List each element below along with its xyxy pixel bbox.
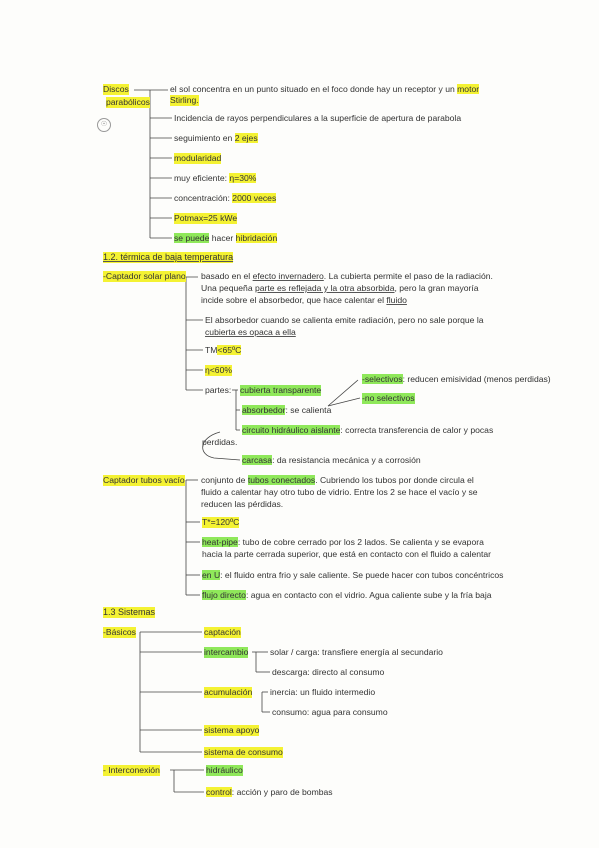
sistemas-acum-sub1: inercia: un fluido intermedio — [270, 687, 376, 697]
disco-item-2: Incidencia de rayos perpendiculares a la superficie de apertura de parabola — [174, 113, 462, 123]
plano-p1-line2: Una pequeña parte es reflejada y la otra absorbida, pero la gran mayoría — [201, 283, 479, 293]
disco-item-5: muy eficiente: η=30% — [174, 173, 257, 183]
sistemas-basicos: -Básicos — [103, 627, 136, 637]
disco-label-2: parabólicos — [106, 97, 150, 107]
disco-item-1: el sol concentra en un punto situado en el foco donde hay un receptor y un motor — [170, 84, 480, 94]
sistemas-inter-sub1: solar / carga: transfiere energía al secundario — [270, 647, 443, 657]
disco-item-3: seguimiento en 2 ejes — [174, 133, 258, 143]
disco-item-8: se puede hacer hibridación — [174, 233, 278, 243]
plano-part3: circuito hidráulico aislante: correcta transferencia de calor y pocas — [242, 425, 494, 435]
stamp-icon: ☉ — [97, 118, 111, 132]
disco-item-1-cont: Stirling. — [170, 95, 199, 105]
sistemas-consumo: sistema de consumo — [204, 747, 283, 757]
disco-item-6: concentración: 2000 veces — [174, 193, 277, 203]
tubos-p1-line2: fluido a calentar hay otro tubo de vidrio. Entre los 2 se hace el vacío y se — [201, 487, 478, 497]
plano-p3: TM<65ºC — [205, 345, 242, 355]
captador-tubos-label: Captador tubos vacío — [103, 475, 185, 485]
captador-plano-label: -Captador solar plano — [103, 271, 186, 281]
plano-part1: cubierta transparente — [240, 385, 322, 395]
plano-p5: partes: — [205, 385, 232, 395]
plano-part1-noselectivos: -no selectivos — [362, 393, 415, 403]
disco-item-7: Potmax=25 kWe — [174, 213, 238, 223]
disco-item-4: modularidad — [174, 153, 222, 163]
sistemas-interconexion: - Interconexión — [103, 765, 160, 775]
section-low-title: 1.2. térmica de baja temperatura — [103, 252, 234, 262]
sistemas-acum-sub2: consumo: agua para consumo — [272, 707, 388, 717]
sistemas-apoyo: sistema apoyo — [204, 725, 260, 735]
tubos-p2: T*=120ºC — [202, 517, 240, 527]
sistemas-inter-sub2: descarga: directo al consumo — [272, 667, 385, 677]
tubos-p3-line2: hacia la parte cerrada superior, que está en contacto con el fluido a calentar — [202, 549, 492, 559]
plano-p4: η<60% — [205, 365, 232, 375]
tubos-p3-line1: heat-pipe: tubo de cobre cerrado por los 2 lados. Se calienta y se evapora — [202, 537, 484, 547]
sistemas-title: 1.3 Sistemas — [103, 607, 156, 617]
disco-label-1: Discos — [103, 84, 129, 94]
plano-part2: absorbedor: se calienta — [242, 405, 332, 415]
sistemas-acumulacion: acumulación — [204, 687, 253, 697]
plano-p2-line1: El absorbedor cuando se calienta emite radiación, pero no sale porque la — [205, 315, 484, 325]
plano-part4: carcasa: da resistancia mecánica y a corrosión — [242, 455, 421, 465]
tubos-p4: en U: el fluido entra frio y sale caliente. Se puede hacer con tubos concéntricos — [202, 570, 504, 580]
tubos-p1-line3: reducen las pérdidas. — [201, 499, 284, 509]
tubos-p1-line1: conjunto de tubos conectados. Cubriendo los tubos por donde circula el — [201, 475, 474, 485]
sistemas-intercambio: intercambio — [204, 647, 249, 657]
plano-part1-selectivos: -selectivos: reducen emisividad (menos perdidas) — [362, 374, 551, 384]
plano-p1-line1: basado en el efecto invernadero. La cubierta permite el paso de la radiación. — [201, 271, 493, 281]
sistemas-control: control: acción y paro de bombas — [206, 787, 333, 797]
plano-p2-line2: cubierta es opaca a ella — [205, 327, 296, 337]
tubos-p5: flujo directo: agua en contacto con el vidrio. Agua caliente sube y la fría baja — [202, 590, 492, 600]
sistemas-hidraulico: hidráulico — [206, 765, 243, 775]
plano-part3-cont: perdidas. — [202, 437, 238, 447]
sistemas-captacion: captación — [204, 627, 241, 637]
plano-p1-line3: incide sobre el absorbedor, que hace calentar el fluido — [201, 295, 407, 305]
